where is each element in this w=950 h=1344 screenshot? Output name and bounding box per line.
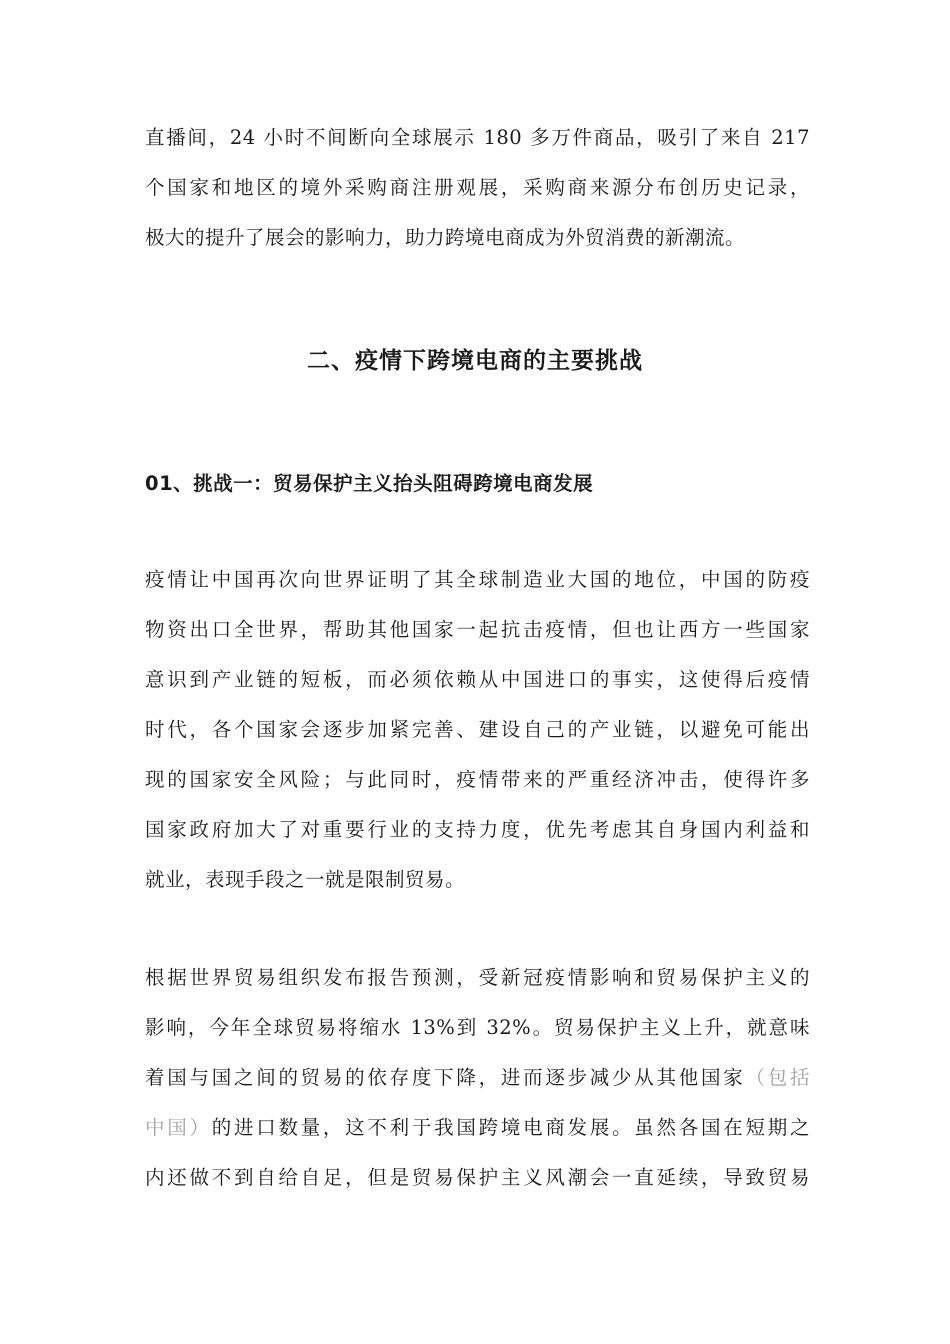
text-line: 国家政府加大了对重要行业的支持力度，优先考虑其自身国内利益和 bbox=[145, 818, 810, 841]
text-segment: 着国与国之间的贸易的依存度下降，进而逐步减少从其他国家 bbox=[145, 1066, 746, 1089]
text-line: 根据世界贸易组织发布报告预测，受新冠疫情影响和贸易保护主义的 bbox=[145, 966, 810, 989]
text-line: 内还做不到自给自足，但是贸易保护主义风潮会一直延续，导致贸易 bbox=[145, 1166, 810, 1189]
section-heading: 二、疫情下跨境电商的主要挑战 bbox=[307, 348, 643, 374]
text-line bbox=[145, 1103, 810, 1153]
gray-annotation: 中国） bbox=[145, 1116, 212, 1139]
gray-annotation: （包括 bbox=[745, 1066, 810, 1089]
text-line: 影响，今年全球贸易将缩水 13%到 32%。贸易保护主义上升，就意味 bbox=[145, 1016, 810, 1039]
text-line: 个国家和地区的境外采购商注册观展，采购商来源分布创历史记录， bbox=[145, 176, 810, 199]
text-line: 意识到产业链的短板，而必须依赖从中国进口的事实，这使得后疫情 bbox=[145, 668, 810, 691]
subsection-heading: 01、挑战一：贸易保护主义抬头阻碍跨境电商发展 bbox=[145, 472, 594, 495]
paragraph-wto-forecast bbox=[145, 953, 810, 1203]
paragraph-challenge-one bbox=[145, 555, 810, 905]
text-segment: 的进口数量，这不利于我国跨境电商发展。虽然各国在短期之 bbox=[211, 1116, 810, 1139]
text-line bbox=[145, 1053, 810, 1103]
text-line: 时代，各个国家会逐步加紧完善、建设自己的产业链，以避免可能出 bbox=[145, 718, 810, 741]
text-line: 就业，表现手段之一就是限制贸易。 bbox=[145, 868, 466, 891]
text-line: 物资出口全世界，帮助其他国家一起抗击疫情，但也让西方一些国家 bbox=[145, 618, 810, 641]
text-line: 现的国家安全风险；与此同时，疫情带来的严重经济冲击，使得许多 bbox=[145, 768, 810, 791]
text-line: 直播间，24 小时不间断向全球展示 180 多万件商品，吸引了来自 217 bbox=[145, 126, 810, 149]
paragraph-livestream bbox=[145, 113, 810, 263]
text-line: 疫情让中国再次向世界证明了其全球制造业大国的地位，中国的防疫 bbox=[145, 568, 810, 591]
text-line: 极大的提升了展会的影响力，助力跨境电商成为外贸消费的新潮流。 bbox=[145, 226, 746, 249]
